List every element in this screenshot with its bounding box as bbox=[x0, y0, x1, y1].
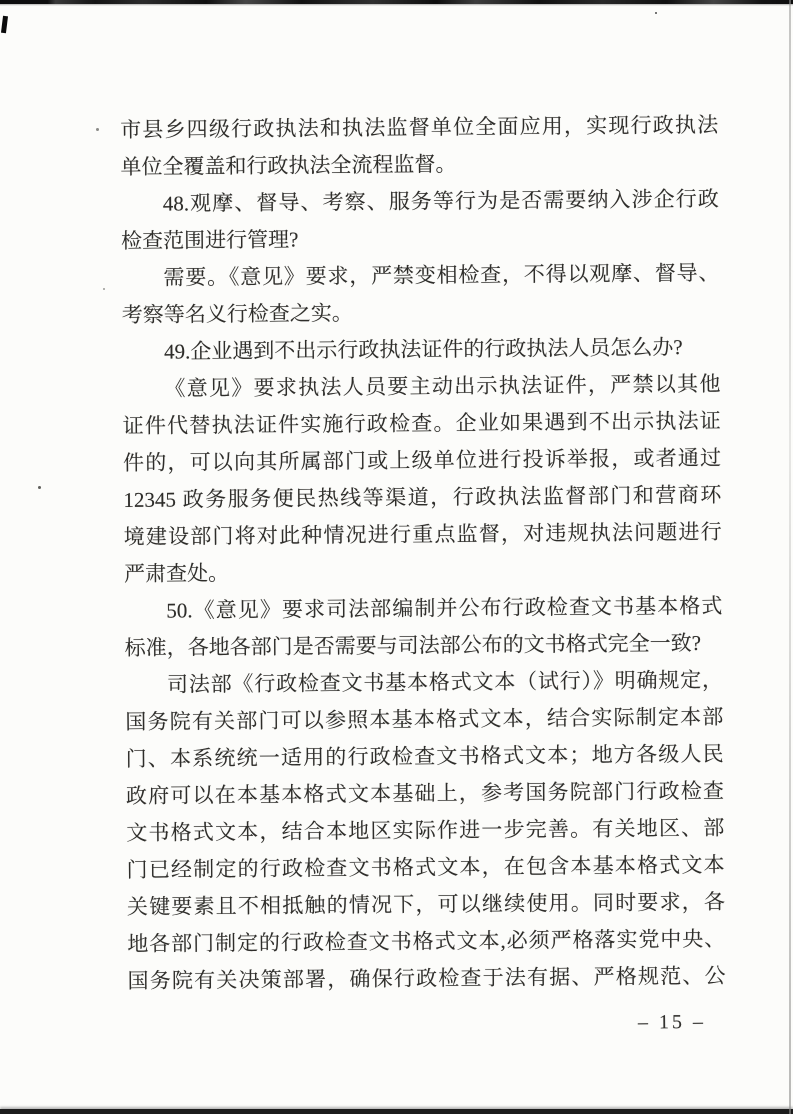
text-line: 政府可以在本基本格式文本基础上，参考国务院部门行政检查 bbox=[125, 778, 725, 808]
text-line: 49.企业遇到不出示行政执法证件的行政执法人员怎么办? bbox=[163, 335, 683, 364]
scan-edge-bottom bbox=[0, 1109, 793, 1114]
text-line: 境建设部门将对此种情况进行重点监督，对违规执法问题进行 bbox=[123, 519, 722, 549]
page-number: – 15 – bbox=[637, 1010, 707, 1034]
scan-speck bbox=[96, 128, 99, 131]
text-line: 48.观摩、督导、考察、服务等行为是否需要纳入涉企行政 bbox=[162, 186, 719, 216]
text-line: 证件代替执法证件实施行政检查。企业如果遇到不出示执法证 bbox=[122, 408, 721, 438]
text-line: 《意见》要求执法人员要主动出示执法证件，严禁以其他 bbox=[164, 371, 721, 401]
document-body bbox=[120, 107, 726, 1039]
scan-speck bbox=[38, 486, 41, 489]
text-line: 标准，各地各部门是否需要与司法部公布的文书格式完全一致? bbox=[124, 630, 702, 660]
text-line: 50.《意见》要求司法部编制并公布行政检查文书基本格式 bbox=[166, 593, 723, 623]
text-line: 单位全覆盖和行政执法全流程监督。 bbox=[120, 152, 457, 179]
scan-speck bbox=[103, 288, 105, 290]
text-line: 市县乡四级行政执法和执法监督单位全面应用，实现行政执法 bbox=[120, 112, 719, 142]
text-line: 12345 政务服务便民热线等渠道，行政执法监督部门和营商环 bbox=[123, 482, 722, 512]
text-line: 关键要素且不相抵触的情况下，可以继续使用。同时要求，各 bbox=[126, 889, 726, 919]
text-line: 文书格式文本，结合本地区实际作进一步完善。有关地区、部 bbox=[126, 815, 725, 845]
text-line: 需要。《意见》要求，严禁变相检查，不得以观摩、督导、 bbox=[163, 260, 720, 290]
text-line: 司法部《行政检查文书基本格式文本（试行）》明确规定， bbox=[166, 667, 724, 697]
text-line: 考察等名义行检查之实。 bbox=[121, 300, 353, 327]
text-line: 门已经制定的行政检查文书格式文本，在包含本基本格式文本 bbox=[126, 852, 725, 882]
text-block bbox=[120, 107, 726, 1000]
text-line: 国务院有关决策部署，确保行政检查于法有据、严格规范、公 bbox=[127, 963, 726, 993]
text-line: 国务院有关部门可以参照本基本格式文本，结合实际制定本部 bbox=[125, 704, 724, 734]
text-line: 地各部门制定的行政检查文书格式文本,必须严格落实党中央、 bbox=[127, 926, 726, 956]
scan-artifact-tick bbox=[1, 16, 8, 33]
text-line: 严肃查处。 bbox=[123, 561, 230, 586]
scan-edge-top bbox=[0, 0, 793, 4]
text-line: 件的，可以向其所属部门或上级单位进行投诉举报，或者通过 bbox=[122, 445, 722, 475]
text-line: 门、本系统统一适用的行政检查文书格式文本；地方各级人民 bbox=[125, 741, 724, 771]
scan-edge-right bbox=[789, 0, 791, 1114]
text-line: 检查范围进行管理? bbox=[121, 227, 299, 253]
scan-speck bbox=[655, 12, 657, 14]
